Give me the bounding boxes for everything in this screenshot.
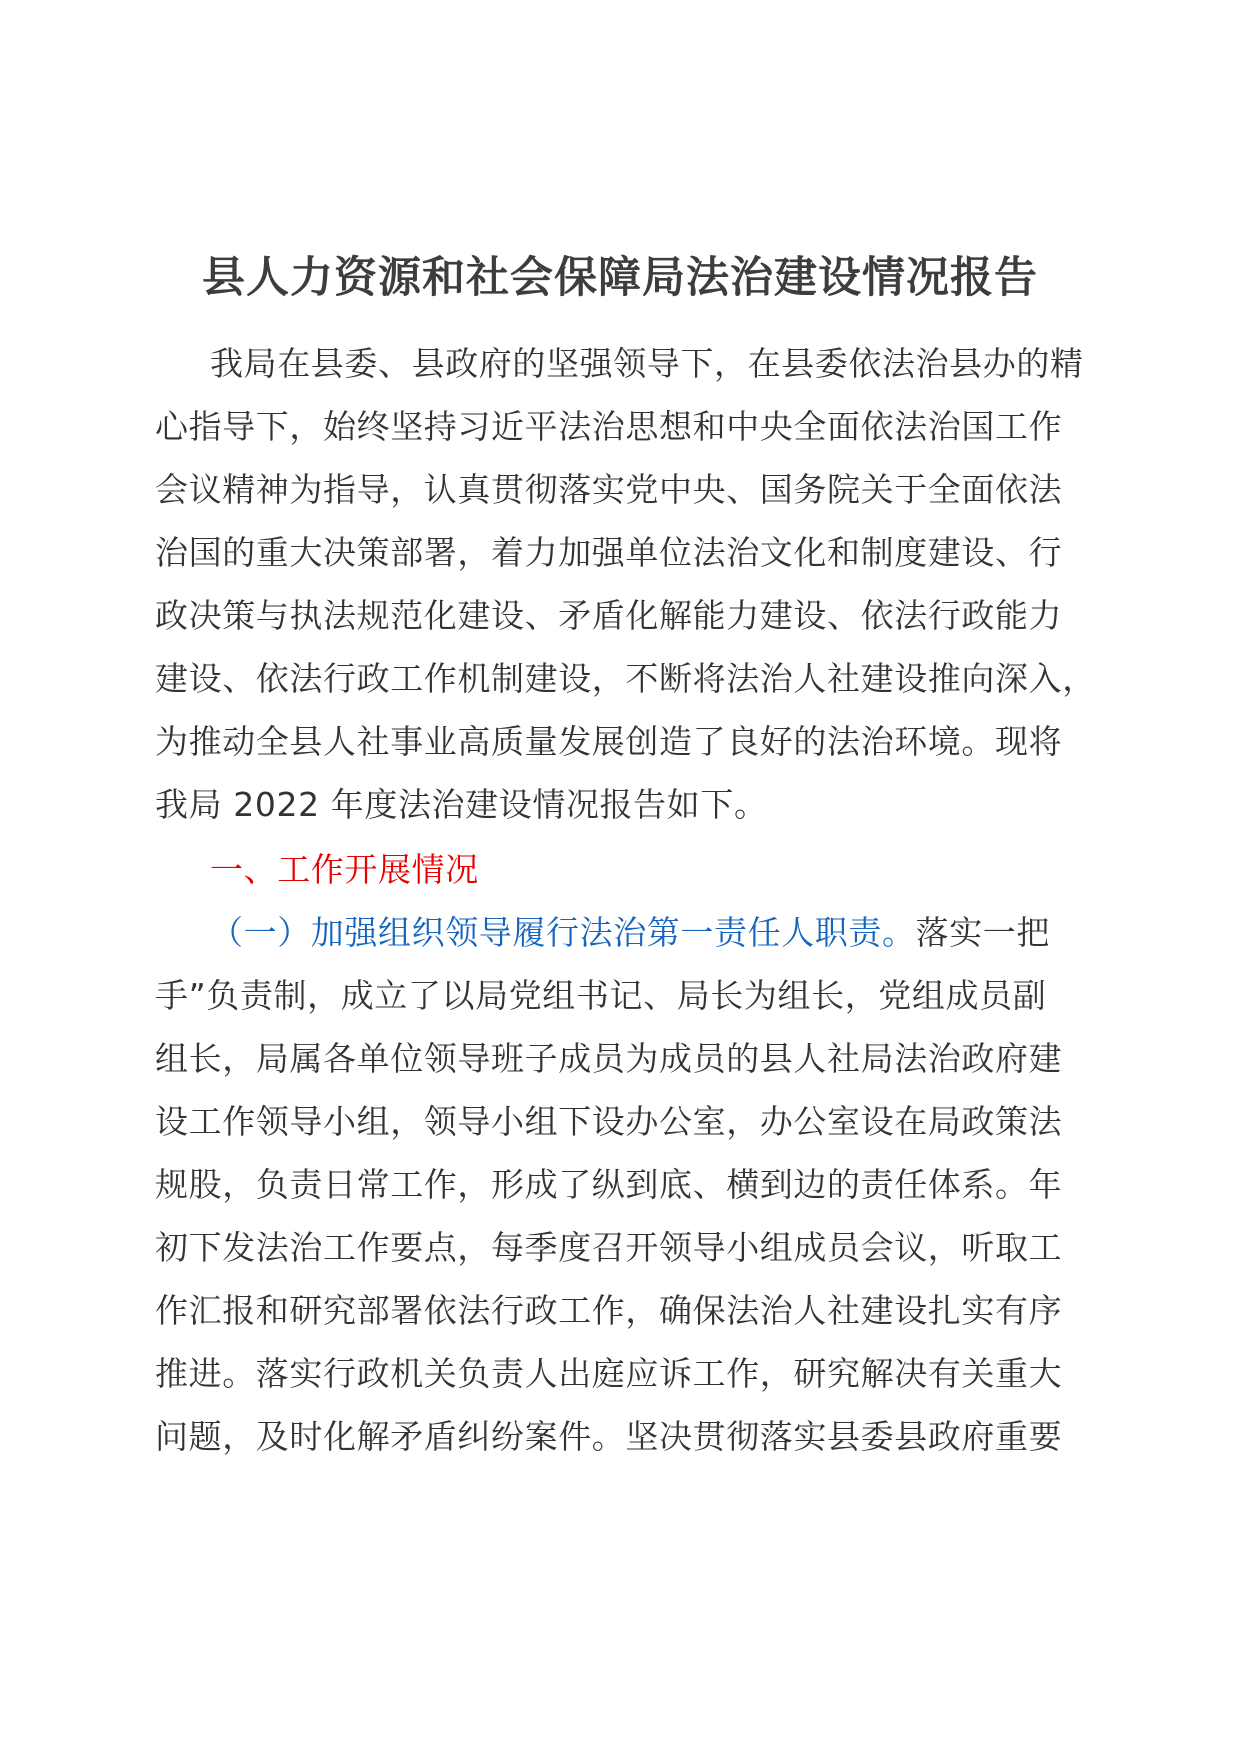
subsection-line: 设工作领导小组，领导小组下设办公室，办公室设在局政策法 [155, 1102, 1063, 1141]
intro-line: 为推动全县人社事业高质量发展创造了良好的法治环境。现将 [155, 722, 1063, 761]
subsection-heading: （一）加强组织领导履行法治第一责任人职责。 [210, 913, 916, 952]
intro-line: 我局 2022 年度法治建设情况报告如下。 [155, 785, 768, 824]
document-title: 县人力资源和社会保障局法治建设情况报告 [202, 253, 1038, 303]
subsection-line: 手”负责制，成立了以局党组书记、局长为组长，党组成员副 [155, 976, 1047, 1015]
subsection-line: 规股，负责日常工作，形成了纵到底、横到边的责任体系。年 [155, 1165, 1063, 1204]
intro-line: 治国的重大决策部署，着力加强单位法治文化和制度建设、行 [155, 533, 1063, 572]
subsection-line-start: 落实一把 [915, 913, 1051, 952]
intro-line: 心指导下，始终坚持习近平法治思想和中央全面依法治国工作 [155, 407, 1063, 446]
intro-line: 建设、依法行政工作机制建设，不断将法治人社建设推向深入， [155, 659, 1096, 698]
subsection-line: 推进。落实行政机关负责人出庭应诉工作，研究解决有关重大 [155, 1354, 1063, 1393]
subsection-line: 作汇报和研究部署依法行政工作，确保法治人社建设扎实有序 [155, 1291, 1063, 1330]
section-heading: 一、工作开展情况 [210, 850, 479, 889]
subsection-line: 问题，及时化解矛盾纠纷案件。坚决贯彻落实县委县政府重要 [155, 1417, 1063, 1456]
subsection-line: 初下发法治工作要点，每季度召开领导小组成员会议，听取工 [155, 1228, 1063, 1267]
subsection-line: 组长，局属各单位领导班子成员为成员的县人社局法治政府建 [155, 1039, 1063, 1078]
intro-line: 我局在县委、县政府的坚强领导下，在县委依法治县办的精 [210, 344, 1084, 383]
intro-line: 政决策与执法规范化建设、矛盾化解能力建设、依法行政能力 [155, 596, 1063, 635]
intro-line: 会议精神为指导，认真贯彻落实党中央、国务院关于全面依法 [155, 470, 1063, 509]
subsection-paragraph-first-line [210, 911, 1050, 955]
